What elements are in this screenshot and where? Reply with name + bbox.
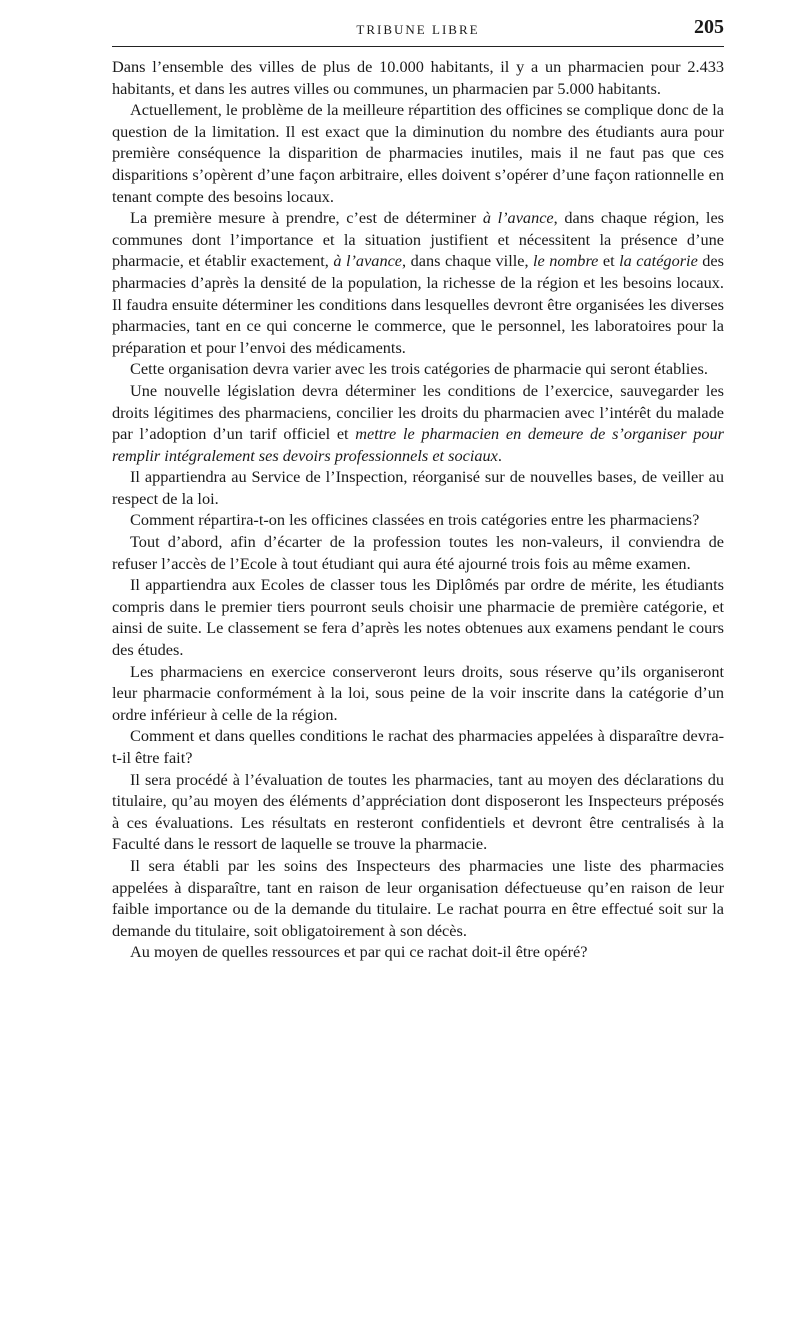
paragraph: Tout d’abord, afin d’écarter de la profession toutes les non-valeurs, il conviendra de refuser l’accès de l’Ecole à tout étudiant qui aura été ajourné trois fois au même examen. [112, 532, 724, 573]
paragraph: Dans l’ensemble des villes de plus de 10.000 habitants, il y a un pharmacien pour 2.433 habitants, et dans les autres villes ou communes, un pharmacien par 5.000 habitants. [112, 57, 724, 98]
paragraph: Comment répartira-t-on les officines classées en trois catégories entre les pharmaciens? [130, 510, 700, 530]
paragraph: Actuellement, le problème de la meilleure répartition des officines se complique donc de la question de la limitation. Il est exact que la diminution du nombre des étudiants aura pour première conséquence la disparition de pharmacies inutiles, mais il ne faut pas que ces disparitions s’opèrent d’une façon arbitraire, elles doivent s’opérer d’une façon rationnelle en tenant compte des besoins locaux. [112, 100, 724, 206]
paragraph: Cette organisation devra varier avec les trois catégories de pharmacie qui seront établies. [130, 359, 708, 379]
paragraph: Il sera procédé à l’évaluation de toutes les pharmacies, tant au moyen des déclarations du titulaire, qu’au moyen des éléments d’appréciation dont disposeront les Inspecteurs préposés à ces évaluations. Les résultats en resteront confidentiels et devront être centralisés à la Faculté dans le ressort de laquelle se trouve la pharmacie. [112, 769, 724, 854]
paragraph: La première mesure à prendre, c’est de déterminer à l’avance, dans chaque région, les communes dont l’importance et la situation justifient et nécessitent la présence d’une pharmacie, et établir exactement, à l’avance, dans chaque ville, le nombre et la catégorie des pharmacies d’après la densité de la population, la richesse de la région et les besoins locaux. Il faudra ensuite déterminer les conditions dans lesquelles devront être organisées les diverses pharmacies, tant en ce qui concerne le commerce, que le personnel, les laboratoires pour la préparation et pour l’envoi des médicaments. [112, 208, 725, 357]
paragraph: Les pharmaciens en exercice conserveront leurs droits, sous réserve qu’ils organiseront leur pharmacie conformément à la loi, sous peine de la voir inscrite dans la catégorie d’un ordre inférieur à celle de la région. [112, 661, 724, 724]
paragraph: Comment et dans quelles conditions le rachat des pharmacies appelées à disparaître devra-t-il être fait? [112, 726, 724, 767]
body-text [112, 56, 724, 963]
paragraph: Une nouvelle législation devra déterminer les conditions de l’exercice, sauvegarder les droits légitimes des pharmaciens, concilier les droits du pharmacien avec l’intérêt du malade par l’adoption d’un tarif officiel et mettre le pharmacien en demeure de s’organiser pour remplir intégralement ses devoirs professionnels et sociaux. [112, 380, 725, 465]
running-title: TRIBUNE LIBRE [356, 22, 480, 37]
page-number: 205 [694, 16, 724, 38]
paragraph: Il sera établi par les soins des Inspecteurs des pharmacies une liste des pharmacies appelées à disparaître, tant en raison de leur organisation défectueuse qu’en raison de leur faible importance ou de la demande du titulaire. Le rachat pourra en être effectué soit sur la demande du titulaire, soit obligatoirement à son décès. [112, 855, 724, 940]
paragraph: Au moyen de quelles ressources et par qui ce rachat doit-il être opéré? [130, 942, 588, 962]
paragraph: Il appartiendra aux Ecoles de classer tous les Diplômés par ordre de mérite, les étudiants compris dans le premier tiers pourront seuls choisir une pharmacie de première catégorie, et ainsi de suite. Le classement se fera d’après les notes obtenues aux examens pendant le cours des études. [112, 575, 724, 660]
paragraph: Il appartiendra au Service de l’Inspection, réorganisé sur de nouvelles bases, de veiller au respect de la loi. [112, 467, 724, 508]
page-header [112, 16, 724, 47]
